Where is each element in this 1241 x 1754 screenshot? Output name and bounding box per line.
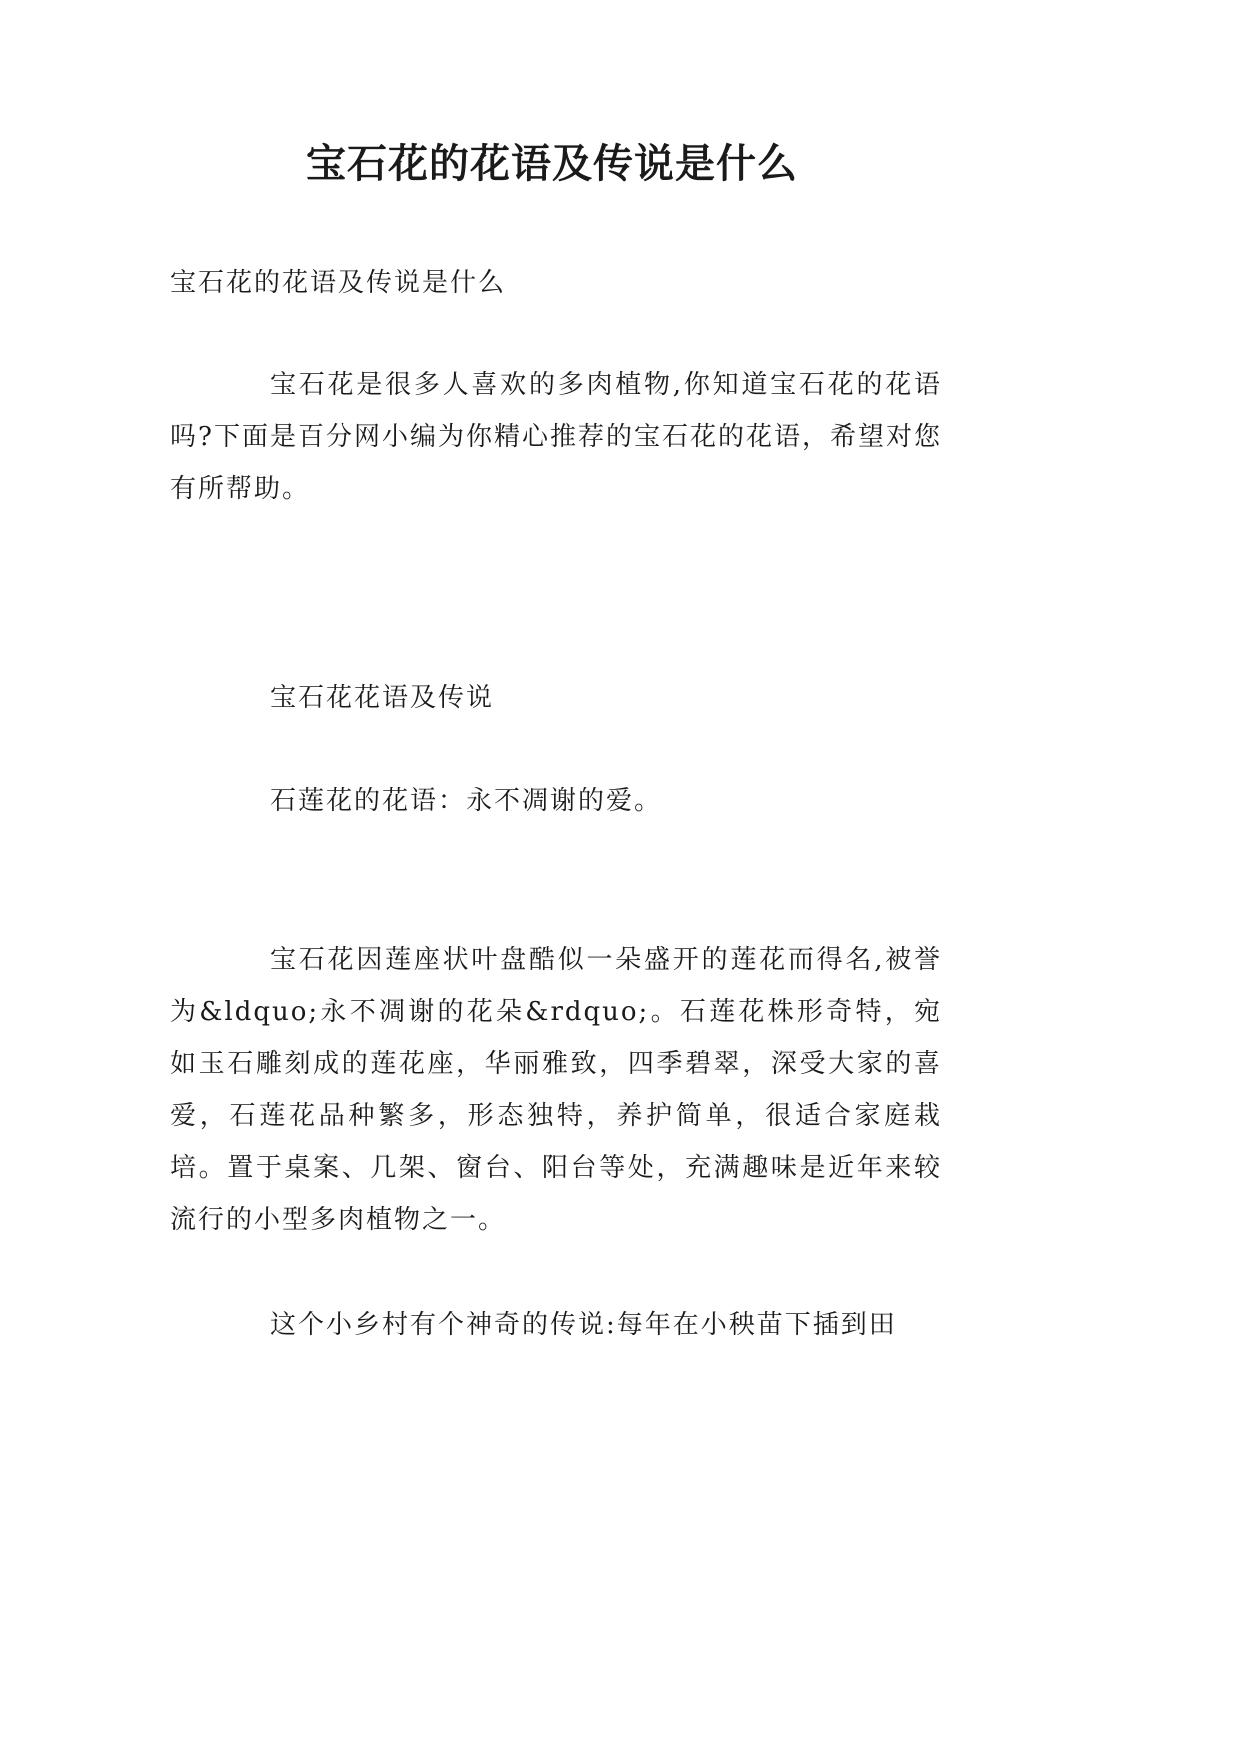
legend-paragraph: 这个小乡村有个神奇的传说:每年在小秧苗下插到田: [270, 1310, 897, 1340]
description-paragraph: 宝石花因莲座状叶盘酷似一朵盛开的莲花而得名,被誉为&ldquo;永不凋谢的花朵&rdquo;。石莲花株形奇特，宛如玉石雕刻成的莲花座，华丽雅致，四季碧翠，深受大家的喜爱，石莲花品种繁多，形态独特，养护简单，很适合家庭栽培。置于桌案、几架、窗台、阳台等处，充满趣味是近年来较流行的小型多肉植物之一。: [170, 945, 942, 1235]
document-subtitle: 宝石花的花语及传说是什么: [170, 268, 507, 298]
intro-paragraph: 宝石花是很多人喜欢的多肉植物,你知道宝石花的花语吗?下面是百分网小编为你精心推荐的宝石花的花语，希望对您有所帮助。: [170, 370, 942, 504]
section-heading: 宝石花花语及传说: [270, 683, 495, 713]
document-title: 宝石花的花语及传说是什么: [306, 140, 798, 187]
flower-language-paragraph: 石莲花的花语：永不凋谢的爱。: [270, 786, 663, 816]
